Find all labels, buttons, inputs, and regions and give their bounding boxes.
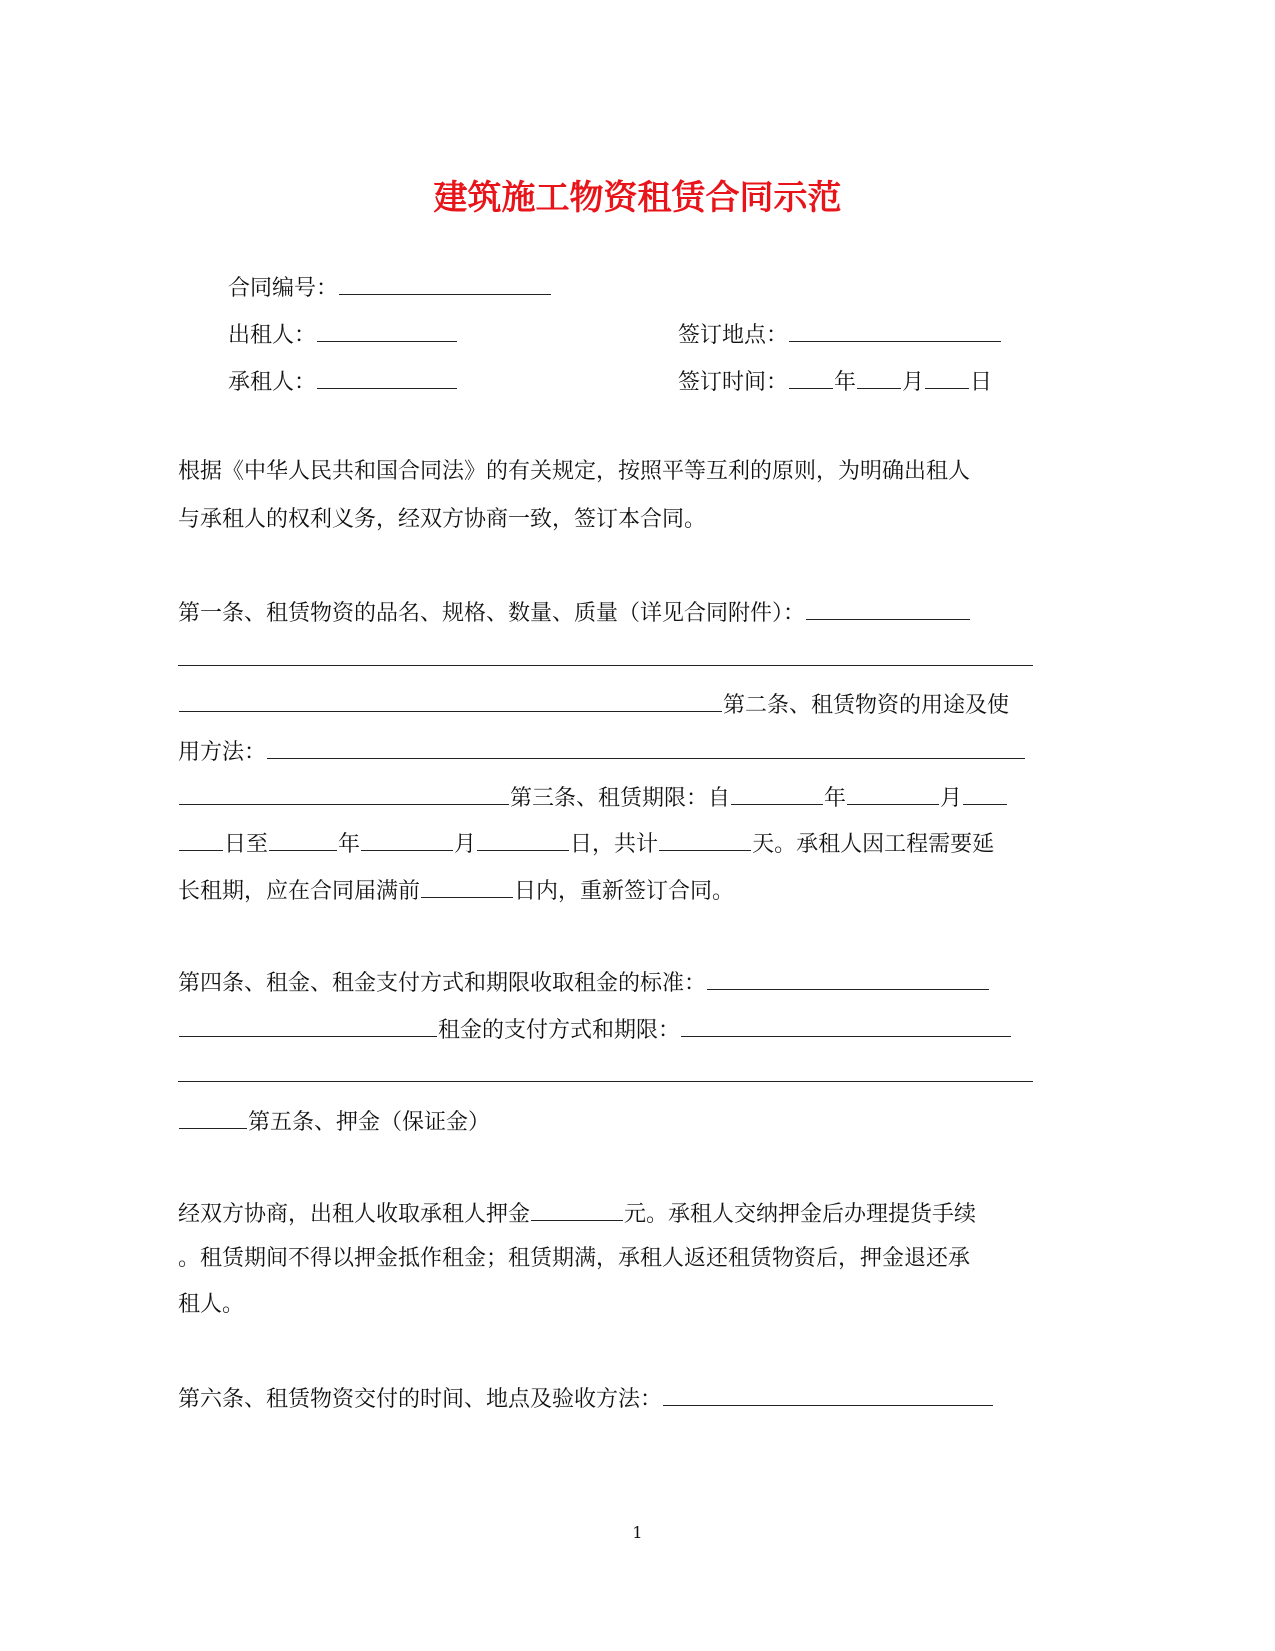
article-3-line-3 — [178, 875, 734, 907]
article-6-text: 第六条、租赁物资交付的时间、地点及验收方法： — [178, 1387, 663, 1412]
deposit-amount-blank[interactable] — [531, 1198, 623, 1221]
article-1-blank[interactable] — [806, 597, 970, 620]
end-month-blank[interactable] — [361, 828, 453, 851]
end-year-label: 年 — [338, 832, 361, 857]
days-rest-text: 天。承租人因工程需要延 — [752, 832, 995, 857]
end-month-label: 月 — [454, 832, 477, 857]
contract-number-blank[interactable] — [339, 272, 551, 295]
article-2-blank[interactable] — [267, 736, 1025, 759]
start-year-label: 年 — [824, 786, 847, 811]
article-1-text: 第一条、租赁物资的品名、规格、数量、质量（详见合同附件）： — [178, 601, 806, 626]
deposit-line-2: 。租赁期间不得以押金抵作租金；租赁期满，承租人返还租赁物资后，押金退还承 — [178, 1246, 971, 1271]
lessor-label: 出租人： — [228, 323, 317, 348]
article-4-text: 第四条、租金、租金支付方式和期限收取租金的标准： — [178, 971, 707, 996]
article-6-line — [178, 1383, 994, 1415]
deposit-text-b: 元。承租人交纳押金后办理提货手续 — [624, 1202, 977, 1227]
article-4-line-2 — [178, 1014, 1012, 1046]
article-4-line — [178, 967, 990, 999]
sign-year-label: 年 — [834, 370, 857, 395]
end-year-blank[interactable] — [269, 828, 337, 851]
payment-method-blank-3[interactable] — [179, 1106, 247, 1129]
rent-standard-blank-2[interactable] — [179, 1014, 437, 1037]
sign-place-label: 签订地点： — [678, 323, 789, 348]
start-year-blank[interactable] — [731, 782, 823, 805]
sign-place-blank[interactable] — [789, 319, 1001, 342]
preamble-line-1: 根据《中华人民共和国合同法》的有关规定，按照平等互利的原则，为明确出租人 — [178, 459, 971, 484]
sign-day-blank[interactable] — [925, 366, 969, 389]
article-4-text-2: 租金的支付方式和期限： — [438, 1018, 681, 1043]
article-2-line — [178, 689, 1009, 721]
extension-days-blank[interactable] — [421, 875, 513, 898]
lessee-blank[interactable] — [317, 366, 457, 389]
start-day-blank-2[interactable] — [179, 828, 223, 851]
sign-place-line — [678, 319, 1002, 351]
rent-standard-blank[interactable] — [707, 967, 989, 990]
article-5-line — [178, 1106, 490, 1138]
contract-number-label: 合同编号： — [228, 276, 339, 301]
document-title: 建筑施工物资租赁合同示范 — [433, 178, 842, 218]
sign-time-label: 签订时间： — [678, 370, 789, 395]
lessor-line — [228, 319, 458, 351]
article-3-line-2 — [178, 828, 994, 860]
payment-method-blank-line-2[interactable] — [178, 1081, 1033, 1082]
extension-text-b: 日内，重新签订合同。 — [514, 879, 735, 904]
payment-method-blank[interactable] — [681, 1014, 1011, 1037]
sign-day-label: 日 — [970, 370, 993, 395]
day-total-label: 日，共计 — [570, 832, 659, 857]
total-days-blank[interactable] — [659, 828, 751, 851]
day-to-label: 日至 — [224, 832, 269, 857]
article-1-line — [178, 597, 971, 629]
article-3-text: 第三条、租赁期限：自 — [510, 786, 731, 811]
page-number: 1 — [632, 1523, 643, 1542]
article-2-blank-2[interactable] — [179, 782, 509, 805]
lessee-label: 承租人： — [228, 370, 317, 395]
article-1-blank-line-3[interactable] — [179, 689, 722, 712]
article-2-text: 第二条、租赁物资的用途及使 — [723, 693, 1010, 718]
deposit-line-1 — [178, 1198, 976, 1230]
article-3-line — [178, 782, 1008, 814]
article-2-text-2: 用方法： — [178, 740, 267, 765]
contract-number-line — [228, 272, 552, 304]
article-1-blank-line-2[interactable] — [178, 665, 1033, 666]
article-2-line-2 — [178, 736, 1026, 768]
lessor-blank[interactable] — [317, 319, 457, 342]
sign-month-blank[interactable] — [857, 366, 901, 389]
sign-year-blank[interactable] — [789, 366, 833, 389]
start-day-blank[interactable] — [963, 782, 1007, 805]
delivery-blank[interactable] — [663, 1383, 993, 1406]
deposit-line-3: 租人。 — [178, 1292, 245, 1317]
lessee-line — [228, 366, 458, 398]
deposit-text-a: 经双方协商，出租人收取承租人押金 — [178, 1202, 531, 1227]
end-day-blank[interactable] — [477, 828, 569, 851]
preamble-line-2: 与承租人的权利义务，经双方协商一致，签订本合同。 — [178, 507, 707, 532]
start-month-blank[interactable] — [847, 782, 939, 805]
sign-month-label: 月 — [902, 370, 925, 395]
article-5-text: 第五条、押金（保证金） — [248, 1110, 491, 1135]
start-month-label: 月 — [940, 786, 963, 811]
extension-text-a: 长租期，应在合同届满前 — [178, 879, 421, 904]
sign-time-line — [678, 366, 992, 398]
